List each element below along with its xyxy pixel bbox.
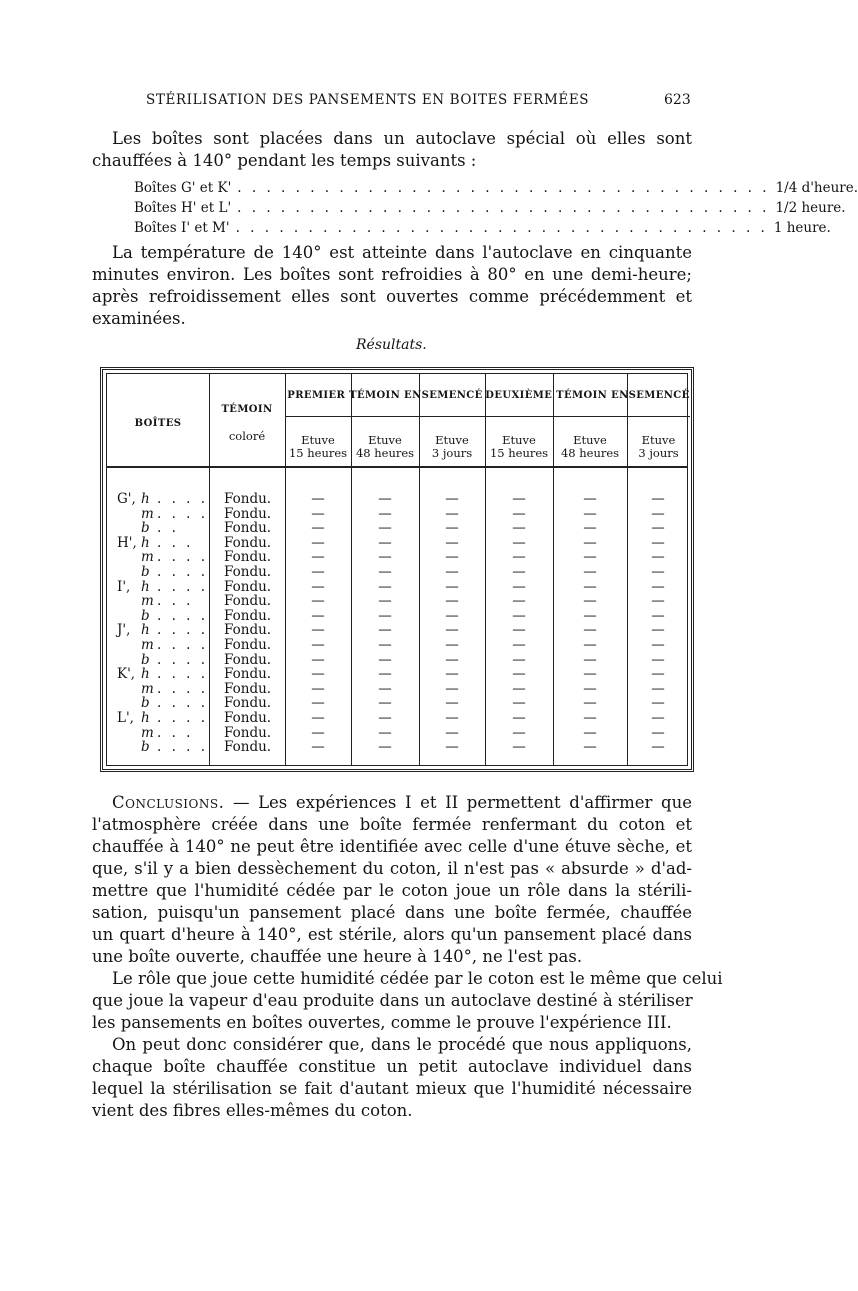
- result-dash: —: [445, 724, 459, 741]
- intro-line: chauffées à 140° pendant les temps suivants :: [92, 151, 477, 170]
- result-dash: —: [378, 549, 392, 566]
- temoin-value: Fondu.: [224, 520, 272, 537]
- result-dash: —: [583, 593, 597, 610]
- conclusion-line: une boîte ouverte, chauffée une heure à 140°, ne l'est pas.: [92, 947, 583, 966]
- times-label: Boîtes I' et M': [134, 220, 230, 236]
- table-row: [107, 536, 687, 551]
- row-label: [117, 594, 213, 609]
- result-dash: —: [583, 534, 597, 551]
- row-label: [117, 507, 213, 522]
- conclusion-line: chauffée à 140° ne peut être identifiée avec celle d'une étuve sèche, et: [92, 837, 692, 856]
- position-letter: h: [141, 622, 150, 639]
- result-dash: —: [651, 505, 665, 522]
- position-letter: h: [141, 709, 150, 726]
- result-dash: —: [311, 505, 325, 522]
- header-sub: Etuve 3 jours: [431, 433, 473, 460]
- conclusion-line: Conclusions. — Les expériences I et II permettent d'affirmer que: [112, 793, 692, 812]
- box-name: I',: [117, 578, 131, 595]
- row-label: [117, 740, 213, 755]
- result-dash: —: [651, 680, 665, 697]
- header-sub: Etuve 15 heures: [489, 433, 549, 460]
- conclusion-line: sation, puisqu'un pansement placé dans une boîte fermée, chauffée: [92, 903, 692, 922]
- conclusion-line: mettre que l'humidité cédée par le coton joue un rôle dans la stérili-: [92, 881, 692, 900]
- row-label: [117, 580, 213, 595]
- temp-line: après refroidissement elles sont ouvertes comme précédemment et: [92, 287, 692, 306]
- result-dash: —: [378, 709, 392, 726]
- result-dash: —: [583, 578, 597, 595]
- table-row: [107, 565, 687, 580]
- result-dash: —: [512, 739, 526, 756]
- result-dash: —: [445, 578, 459, 595]
- position-letter: b: [141, 563, 150, 580]
- box-name: K',: [117, 666, 136, 683]
- position-letter: b: [141, 739, 150, 756]
- times-row: [134, 178, 858, 198]
- table-body: [107, 492, 687, 755]
- result-dash: —: [583, 505, 597, 522]
- leader-dots: . . . .: [157, 549, 209, 566]
- result-dash: —: [583, 520, 597, 537]
- box-name: J',: [117, 622, 131, 639]
- temoin-value: Fondu.: [224, 563, 272, 580]
- result-dash: —: [378, 636, 392, 653]
- result-dash: —: [311, 520, 325, 537]
- temoin-value: Fondu.: [224, 578, 272, 595]
- box-name: H',: [117, 534, 137, 551]
- header-sub: Etuve 48 heures: [560, 433, 620, 460]
- result-dash: —: [311, 607, 325, 624]
- result-dash: —: [512, 491, 526, 507]
- result-dash: —: [311, 709, 325, 726]
- leader-dots: . . .: [157, 593, 194, 610]
- times-label: Boîtes H' et L': [134, 200, 232, 216]
- leader-dots: . .: [157, 520, 179, 537]
- result-dash: —: [445, 563, 459, 580]
- result-dash: —: [445, 491, 459, 507]
- times-value: 1 heure.: [773, 220, 831, 236]
- table-row: [107, 711, 687, 726]
- result-dash: —: [378, 607, 392, 624]
- result-dash: —: [512, 709, 526, 726]
- result-dash: —: [311, 636, 325, 653]
- leader-dots: . . . . . . . . . . . . . . . . . . . . . . . . . . . . . . . . . . . . .: [235, 220, 768, 236]
- temoin-value: Fondu.: [224, 651, 272, 668]
- times-row: [134, 218, 831, 238]
- result-dash: —: [512, 607, 526, 624]
- times-label: Boîtes G' et K': [134, 180, 232, 196]
- box-name: L',: [117, 709, 134, 726]
- row-label: [117, 609, 213, 624]
- result-dash: —: [311, 563, 325, 580]
- result-dash: —: [445, 505, 459, 522]
- row-label: [117, 711, 213, 726]
- position-letter: h: [141, 666, 150, 683]
- position-letter: h: [141, 534, 150, 551]
- table-row: [107, 492, 687, 507]
- leader-dots: . . . .: [157, 622, 209, 639]
- result-dash: —: [512, 724, 526, 741]
- result-dash: —: [378, 534, 392, 551]
- header-group-deuxieme: DEUXIÈME TÉMOIN ENSEMENCÉ: [485, 390, 690, 401]
- table-row: [107, 521, 687, 536]
- result-dash: —: [378, 622, 392, 639]
- temoin-value: Fondu.: [224, 505, 272, 522]
- result-dash: —: [378, 651, 392, 668]
- result-dash: —: [445, 680, 459, 697]
- leader-dots: . . . .: [157, 636, 209, 653]
- conclusion-line: chaque boîte chauffée constitue un petit autoclave individuel dans: [92, 1057, 692, 1076]
- header-group-premier: PREMIER TÉMOIN ENSEMENCÉ: [287, 390, 483, 401]
- result-dash: —: [512, 549, 526, 566]
- leader-dots: . . . .: [157, 563, 209, 580]
- temoin-value: Fondu.: [224, 593, 272, 610]
- row-label: [117, 623, 213, 638]
- result-dash: —: [311, 739, 325, 756]
- conclusion-line: On peut donc considérer que, dans le procédé que nous appliquons,: [112, 1035, 692, 1054]
- row-label: [117, 726, 213, 741]
- table-row: [107, 609, 687, 624]
- position-letter: b: [141, 520, 150, 537]
- result-dash: —: [445, 695, 459, 712]
- result-dash: —: [311, 622, 325, 639]
- leader-dots: . . . .: [157, 491, 209, 507]
- temoin-value: Fondu.: [224, 666, 272, 683]
- leader-dots: . . . .: [157, 709, 209, 726]
- result-dash: —: [445, 549, 459, 566]
- conclusions-label: Conclusions.: [112, 793, 225, 812]
- table-row: [107, 653, 687, 668]
- temoin-value: Fondu.: [224, 680, 272, 697]
- times-value: 1/4 d'heure.: [775, 180, 858, 196]
- box-name: G',: [117, 491, 136, 507]
- result-dash: —: [311, 549, 325, 566]
- result-dash: —: [378, 666, 392, 683]
- leader-dots: . . . . . . . . . . . . . . . . . . . . . . . . . . . . . . . . . . . . .: [237, 180, 770, 196]
- table-caption: Résultats.: [356, 337, 427, 353]
- position-letter: m: [141, 636, 154, 653]
- position-letter: m: [141, 680, 154, 697]
- table-row: [107, 507, 687, 522]
- temp-line: minutes environ. Les boîtes sont refroidies à 80° en une demi-heure;: [92, 265, 692, 284]
- temoin-value: Fondu.: [224, 709, 272, 726]
- table-row: [107, 638, 687, 653]
- result-dash: —: [512, 651, 526, 668]
- table-row: [107, 580, 687, 595]
- conclusion-line: l'atmosphère créée dans une boîte fermée renfermant du coton et: [92, 815, 692, 834]
- temoin-value: Fondu.: [224, 491, 272, 507]
- result-dash: —: [378, 695, 392, 712]
- result-dash: —: [651, 563, 665, 580]
- temoin-value: Fondu.: [224, 549, 272, 566]
- row-label: [117, 492, 213, 507]
- conclusion-line: lequel la stérilisation se fait d'autant mieux que l'humidité nécessaire: [92, 1079, 692, 1098]
- row-label: [117, 550, 213, 565]
- row-label: [117, 653, 213, 668]
- result-dash: —: [445, 636, 459, 653]
- temoin-value: Fondu.: [224, 607, 272, 624]
- result-dash: —: [378, 563, 392, 580]
- table-frame: [106, 373, 688, 766]
- result-dash: —: [378, 680, 392, 697]
- temoin-value: Fondu.: [224, 636, 272, 653]
- result-dash: —: [378, 520, 392, 537]
- result-dash: —: [512, 534, 526, 551]
- result-dash: —: [378, 724, 392, 741]
- table-row: [107, 726, 687, 741]
- result-dash: —: [378, 739, 392, 756]
- result-dash: —: [311, 491, 325, 507]
- result-dash: —: [378, 491, 392, 507]
- leader-dots: . . . .: [157, 739, 209, 756]
- result-dash: —: [651, 491, 665, 507]
- header-temoin-sub: coloré: [228, 429, 266, 443]
- temoin-value: Fondu.: [224, 622, 272, 639]
- position-letter: m: [141, 724, 154, 741]
- leader-dots: . . . .: [157, 578, 209, 595]
- result-dash: —: [583, 680, 597, 697]
- result-dash: —: [311, 724, 325, 741]
- result-dash: —: [583, 622, 597, 639]
- header-sub: Etuve 48 heures: [355, 433, 415, 460]
- position-letter: h: [141, 491, 150, 507]
- table-row: [107, 623, 687, 638]
- position-letter: m: [141, 593, 154, 610]
- result-dash: —: [583, 491, 597, 507]
- header-sub: Etuve 15 heures: [288, 433, 348, 460]
- intro-line: Les boîtes sont placées dans un autoclave spécial où elles sont: [112, 129, 692, 148]
- result-dash: —: [445, 520, 459, 537]
- header-boites: BOÎTES: [134, 418, 182, 429]
- result-dash: —: [512, 680, 526, 697]
- result-dash: —: [512, 563, 526, 580]
- row-label: [117, 565, 213, 580]
- position-letter: b: [141, 695, 150, 712]
- result-dash: —: [311, 666, 325, 683]
- leader-dots: . . . .: [157, 666, 209, 683]
- temp-line: La température de 140° est atteinte dans l'autoclave en cinquante: [112, 243, 692, 262]
- result-dash: —: [651, 709, 665, 726]
- row-label: [117, 696, 213, 711]
- result-dash: —: [445, 666, 459, 683]
- conclusion-line: que joue la vapeur d'eau produite dans un autoclave destiné à stériliser: [92, 991, 693, 1010]
- result-dash: —: [512, 695, 526, 712]
- result-dash: —: [311, 534, 325, 551]
- result-dash: —: [583, 695, 597, 712]
- result-dash: —: [651, 549, 665, 566]
- table-row: [107, 696, 687, 711]
- table-row: [107, 682, 687, 697]
- result-dash: —: [651, 520, 665, 537]
- result-dash: —: [583, 666, 597, 683]
- position-letter: b: [141, 651, 150, 668]
- position-letter: b: [141, 607, 150, 624]
- result-dash: —: [512, 578, 526, 595]
- result-dash: —: [512, 636, 526, 653]
- result-dash: —: [311, 695, 325, 712]
- leader-dots: . . .: [157, 534, 194, 551]
- heating-times-list: [134, 178, 858, 238]
- result-dash: —: [512, 666, 526, 683]
- conclusion-line: un quart d'heure à 140°, est stérile, alors qu'un pansement placé dans: [92, 925, 692, 944]
- result-dash: —: [445, 593, 459, 610]
- result-dash: —: [445, 607, 459, 624]
- leader-dots: . . . .: [157, 695, 209, 712]
- leader-dots: . . . .: [157, 651, 209, 668]
- result-dash: —: [651, 636, 665, 653]
- group-rule: [285, 416, 690, 417]
- header-sub: Etuve 3 jours: [638, 433, 679, 460]
- result-dash: —: [583, 651, 597, 668]
- result-dash: —: [651, 534, 665, 551]
- conclusion-line: Le rôle que joue cette humidité cédée par le coton est le même que celui: [112, 969, 723, 988]
- result-dash: —: [651, 622, 665, 639]
- result-dash: —: [512, 593, 526, 610]
- result-dash: —: [583, 636, 597, 653]
- leader-dots: . . . . . . . . . . . . . . . . . . . . . . . . . . . . . . . . . . . . .: [237, 200, 770, 216]
- row-label: [117, 682, 213, 697]
- result-dash: —: [651, 651, 665, 668]
- result-dash: —: [651, 578, 665, 595]
- result-dash: —: [378, 505, 392, 522]
- leader-dots: . . . .: [157, 680, 209, 697]
- position-letter: m: [141, 549, 154, 566]
- result-dash: —: [651, 607, 665, 624]
- header-rule: [107, 466, 687, 468]
- row-label: [117, 638, 213, 653]
- result-dash: —: [311, 593, 325, 610]
- result-dash: —: [512, 505, 526, 522]
- result-dash: —: [651, 593, 665, 610]
- result-dash: —: [651, 739, 665, 756]
- page-number: 623: [664, 92, 691, 108]
- conclusions-paragraph: [92, 792, 723, 1122]
- result-dash: —: [445, 739, 459, 756]
- position-letter: h: [141, 578, 150, 595]
- result-dash: —: [378, 578, 392, 595]
- results-table: [100, 367, 694, 772]
- result-dash: —: [651, 724, 665, 741]
- position-letter: m: [141, 505, 154, 522]
- row-label: [117, 536, 213, 551]
- temoin-value: Fondu.: [224, 724, 272, 741]
- leader-dots: . . .: [157, 724, 194, 741]
- result-dash: —: [583, 724, 597, 741]
- result-dash: —: [311, 680, 325, 697]
- result-dash: —: [583, 549, 597, 566]
- leader-dots: . . . .: [157, 505, 209, 522]
- result-dash: —: [651, 666, 665, 683]
- conclusion-line: vient des fibres elles-mêmes du coton.: [92, 1101, 413, 1120]
- result-dash: —: [512, 622, 526, 639]
- result-dash: —: [445, 622, 459, 639]
- result-dash: —: [583, 607, 597, 624]
- times-row: [134, 198, 846, 218]
- result-dash: —: [445, 534, 459, 551]
- temperature-paragraph: [92, 242, 692, 330]
- result-dash: —: [512, 520, 526, 537]
- result-dash: —: [311, 651, 325, 668]
- conclusion-line: que, s'il y a bien dessèchement du coton, il n'est pas « absurde » d'ad-: [92, 859, 692, 878]
- table-row: [107, 740, 687, 755]
- result-dash: —: [311, 578, 325, 595]
- temoin-value: Fondu.: [224, 695, 272, 712]
- table-row: [107, 594, 687, 609]
- temoin-value: Fondu.: [224, 534, 272, 551]
- table-row: [107, 667, 687, 682]
- leader-dots: . . . .: [157, 607, 209, 624]
- result-dash: —: [445, 709, 459, 726]
- table-row: [107, 550, 687, 565]
- row-label: [117, 521, 213, 536]
- running-header: STÉRILISATION DES PANSEMENTS EN BOITES FERMÉES: [146, 92, 590, 108]
- temoin-value: Fondu.: [224, 739, 272, 756]
- conclusion-line: les pansements en boîtes ouvertes, comme le prouve l'expérience III.: [92, 1013, 672, 1032]
- temp-line: examinées.: [92, 309, 186, 328]
- result-dash: —: [583, 739, 597, 756]
- result-dash: —: [651, 695, 665, 712]
- result-dash: —: [583, 563, 597, 580]
- result-dash: —: [583, 709, 597, 726]
- times-value: 1/2 heure.: [775, 200, 846, 216]
- result-dash: —: [378, 593, 392, 610]
- header-temoin: TÉMOIN: [221, 404, 273, 415]
- row-label: [117, 667, 213, 682]
- result-dash: —: [445, 651, 459, 668]
- intro-paragraph: [92, 128, 692, 172]
